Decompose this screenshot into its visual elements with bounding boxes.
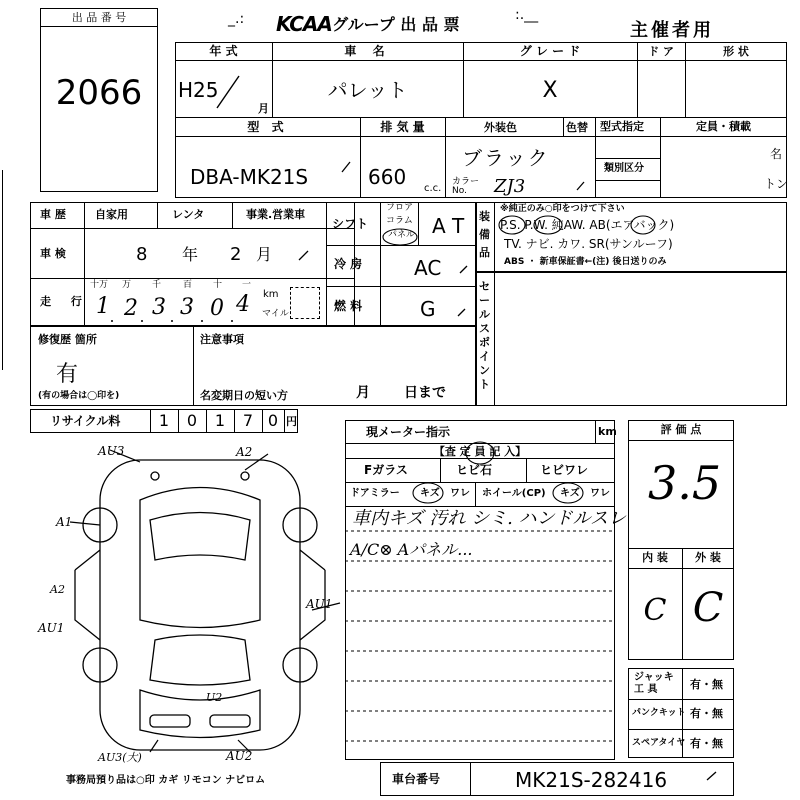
mirror-break: ワレ: [450, 488, 470, 499]
grade-value: X: [542, 78, 558, 103]
year-value: H25: [178, 78, 219, 102]
sales-point-label: セールスポイント: [479, 280, 490, 391]
color-no-label: カラー No.: [452, 177, 480, 196]
recycle-digit-1: 1: [158, 411, 170, 430]
recycle-unit: 円: [286, 415, 297, 428]
displacement-header: 排 気 量: [380, 120, 425, 134]
cc-unit: c.c.: [424, 183, 442, 194]
inspector-circles: [400, 440, 650, 500]
corner-mark-right: :.__: [515, 7, 539, 23]
recycle-digit-4: 7: [242, 411, 254, 430]
sales-point-box: [476, 272, 787, 406]
shift-floor: フロア: [386, 203, 414, 213]
model-header: 型 式: [247, 120, 288, 134]
capacity-header: 定員・積載: [696, 120, 751, 133]
document-title: .グループ 出 品 票: [326, 15, 460, 34]
equipment-line3: ABS ・ 新車保証書←(注) 後日送りのみ: [504, 257, 667, 267]
ac-label: 冷 房: [334, 257, 363, 271]
model-value: DBA-MK21S: [190, 165, 309, 189]
brand-logo: KCAA: [276, 12, 332, 36]
mileage-digit-3: 3: [152, 295, 166, 320]
year-slash: [215, 72, 255, 112]
place-10k: 万: [122, 280, 132, 290]
mileage-digit-6: 4: [236, 292, 250, 317]
glass-chip: ヒビ石: [456, 463, 493, 477]
history-business: 事業.営業車: [246, 208, 306, 221]
history-private: 自家用: [95, 208, 128, 221]
history-rental: レンタ: [172, 208, 205, 221]
glass-crack: ヒビワレ: [540, 463, 589, 477]
shift-panel-circle: [381, 227, 421, 247]
equipment-label: 装 備 品: [479, 210, 490, 259]
equipment-line1: P.S. P.W. 純AW. AB(エアバック): [500, 218, 675, 232]
ac-tick: [458, 263, 470, 275]
unit-mile: マイル: [262, 309, 289, 319]
deadline-month: 月: [356, 385, 370, 401]
mileage-digit-5: 0: [210, 296, 224, 321]
door-header: ド ア: [648, 45, 674, 58]
recycle-label: リサイクル料: [50, 414, 121, 428]
chassis-number: MK21S-282416: [515, 768, 668, 792]
mileage-dots: [100, 317, 270, 325]
exterior-label: 外 装: [695, 551, 721, 564]
corner-mark-left: _.:: [228, 11, 245, 27]
color-tick: [575, 180, 587, 192]
color-change-header: 色替: [566, 121, 588, 134]
meter-label: 現メーター指示: [366, 425, 451, 439]
evaluation-score: 3.5: [648, 456, 722, 510]
ton-unit: トン: [764, 177, 789, 191]
shift-column: コラム: [386, 216, 413, 226]
year-month-unit: 月: [258, 102, 269, 115]
color-value: ブラック: [462, 146, 550, 170]
repair-label: 修復歴 箇所: [38, 333, 97, 346]
place-10: 十: [213, 280, 223, 290]
jack-label: ジャッキ 工 具: [634, 672, 674, 695]
lot-number-label: 出 品 番 号: [71, 11, 127, 24]
damage-mark-a2-top: A2: [236, 445, 253, 459]
place-100k: 十万: [90, 280, 109, 290]
mirror-label: ドアミラー: [350, 488, 400, 499]
exterior-color-header: 外装色: [484, 121, 517, 134]
lot-number: 2066: [55, 73, 143, 113]
inspector-label: 【査 定 員 記 入】: [433, 445, 527, 458]
inspection-month: 2: [230, 244, 242, 265]
fuel-tick: [456, 306, 468, 318]
person-unit: 名: [770, 147, 783, 161]
inspection-year-unit: 年: [182, 245, 199, 264]
mileage-digit-1: 1: [96, 294, 110, 319]
mile-checkbox: [290, 287, 320, 319]
damage-mark-au3-bottom: AU3(大): [98, 751, 142, 764]
year-header: 年 式: [209, 44, 238, 58]
wheel-label: ホイール(CP): [482, 488, 546, 499]
certified-header: 型式指定: [600, 120, 644, 133]
exterior-grade: C: [692, 585, 724, 631]
mileage-digit-4: 3: [180, 295, 194, 320]
interior-label: 内 装: [642, 551, 668, 564]
history-label: 車 歴: [40, 208, 66, 221]
inspection-month-unit: 月: [256, 245, 273, 264]
repair-note: (有の場合は◯印を): [38, 391, 120, 401]
unit-km: km: [263, 289, 279, 300]
inspection-tick: [297, 248, 311, 262]
fuel-label: 燃 料: [334, 299, 363, 313]
comment-line-1: 車内キズ 汚れ シミ. ハンドルスレ: [352, 508, 626, 529]
shift-label: シフト: [332, 217, 369, 231]
inspection-year: 8: [136, 244, 148, 265]
fuel-value: G: [420, 297, 436, 321]
shift-panel: パネル: [388, 230, 416, 240]
jack-value: 有・無: [690, 678, 723, 691]
name-header: 車 名: [344, 44, 391, 58]
ac-value: AC: [414, 256, 442, 280]
recycle-digit-2: 0: [186, 411, 198, 430]
displacement-value: 660: [368, 165, 407, 189]
spare-tire-label: スペアタイヤ: [632, 738, 686, 748]
damage-mark-u2: U2: [206, 691, 223, 704]
spare-tire-value: 有・無: [690, 737, 723, 750]
mirror-scratch: キズ: [420, 488, 440, 499]
equipment-note: ※純正のみ○印をつけて下さい: [500, 204, 625, 214]
glass-label: Fガラス: [364, 463, 408, 477]
repair-value: 有: [56, 362, 79, 387]
wheel-scratch: キズ: [560, 488, 580, 499]
damage-mark-au3-top: AU3: [98, 444, 125, 458]
shape-header: 形 状: [723, 45, 749, 58]
damage-mark-au1-right: AU1: [306, 597, 333, 611]
recycle-digit-5: 0: [267, 411, 279, 430]
shift-value: A T: [432, 214, 465, 238]
model-tick: [340, 160, 354, 174]
mileage-digit-2: 2: [124, 296, 138, 321]
office-keep-label: 事務局預り品は○印 カギ リモコン ナビロム: [66, 775, 266, 786]
comment-line-2: A/C⊗ Aパネル...: [350, 540, 473, 559]
damage-mark-a2-left: A2: [50, 583, 65, 596]
damage-mark-au1-left: AU1: [38, 621, 65, 635]
place-1: 一: [242, 280, 252, 290]
host-use-label: 主催者用: [630, 20, 714, 41]
scan-edge: [2, 170, 3, 370]
damage-mark-au2-bottom: AU2: [226, 749, 253, 763]
interior-grade: C: [643, 593, 667, 628]
recycle-digit-3: 1: [214, 411, 226, 430]
place-100: 百: [183, 280, 193, 290]
category-label: 類別区分: [604, 163, 644, 174]
meter-unit: km: [598, 425, 617, 438]
notes-label: 注意事項: [200, 333, 244, 346]
car-name: パレット: [327, 78, 408, 102]
puncture-kit-value: 有・無: [690, 707, 723, 720]
puncture-kit-label: パンクキット: [632, 708, 686, 718]
deadline-label: 名変期日の短い方: [200, 389, 288, 402]
place-1k: 千: [152, 280, 162, 290]
wheel-break: ワレ: [590, 488, 610, 499]
chassis-tick: [705, 770, 719, 782]
inspection-label: 車 検: [40, 247, 66, 260]
color-code: ZJ3: [494, 176, 526, 197]
deadline-day: 日まで: [404, 385, 446, 401]
evaluation-label: 評 価 点: [660, 423, 702, 436]
mileage-label: 走 行: [40, 295, 90, 308]
grade-header: グ レ ー ド: [519, 44, 581, 58]
damage-mark-a1-left: A1: [56, 515, 73, 529]
equipment-circles: [498, 214, 658, 236]
chassis-label: 車台番号: [392, 772, 441, 786]
equipment-line2: TV. ナビ. カワ. SR(サンルーフ): [504, 237, 673, 251]
